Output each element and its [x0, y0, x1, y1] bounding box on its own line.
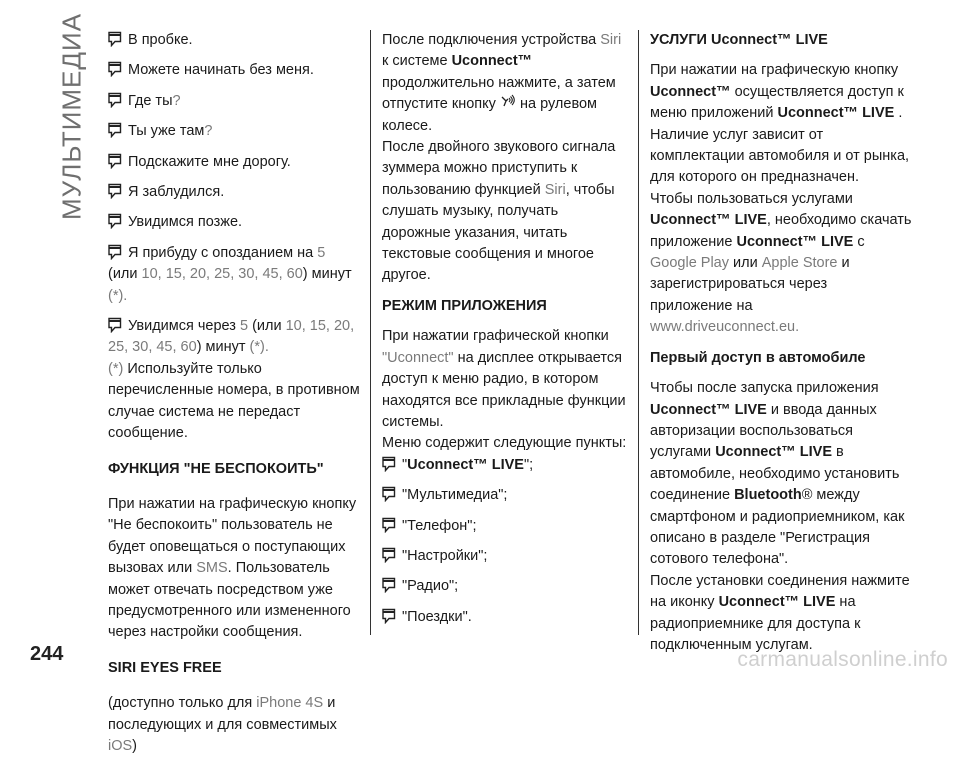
column-3	[650, 30, 912, 656]
website-link: www.driveuconnect.eu.	[650, 319, 800, 336]
menu-list	[382, 485, 628, 628]
message-item: Ты уже там?	[108, 121, 360, 142]
paragraph-first-access: Чтобы после запуска приложения Uconnect™ LIVE и ввода данных авторизации воспользоваться услугами Uconnect™ LIVE в автомобиле, необходимо установить соединение Bluetooth® между смартфоном и радиоприемником, как описано в разделе "Регистрация сотового телефона".	[650, 380, 905, 568]
message-item: Где ты?	[108, 91, 360, 112]
message-item: В пробке.	[108, 30, 360, 51]
paragraph-menu: Меню содержит следующие пункты:	[382, 435, 627, 452]
message-template-icon	[382, 456, 396, 472]
paragraph-siri-connect: После подключения устройства Siri к системе Uconnect™ продолжительно нажмите, а затем отпустите кнопку на рулевом колесе.	[382, 32, 622, 134]
menu-item: "Uconnect™ LIVE";	[382, 455, 628, 476]
message-template-icon	[108, 244, 122, 260]
section-title: МУЛЬТИМЕДИА	[56, 12, 87, 220]
column-divider	[370, 30, 371, 635]
paragraph-siri-use: После двойного звукового сигнала зуммера можно приступить к пользованию функцией Siri, чтобы слушать музыку, получать дорожные указания, читать текстовые сообщения и многое другое.	[382, 139, 616, 284]
column-divider	[638, 30, 639, 635]
message-template-icon	[108, 317, 122, 333]
message-list	[108, 30, 360, 234]
paragraph-app-mode: При нажатии графической кнопки "Uconnect" на дисплее открывается доступ к меню радио, в котором находятся все прикладные функции системы.	[382, 328, 626, 430]
message-template-icon	[382, 547, 396, 563]
message-item: Можете начинать без меня.	[108, 60, 360, 81]
paragraph-services-download: Чтобы пользоваться услугами Uconnect™ LIVE, необходимо скачать приложение Uconnect™ LIVE с Google Play или Apple Store и зарегистрироваться через приложение на www.driveuconnect.eu.	[650, 190, 912, 336]
message-template-icon	[382, 608, 396, 624]
heading-siri: SIRI EYES FREE	[108, 659, 222, 676]
heading-do-not-disturb: ФУНКЦИЯ "НЕ БЕСПОКОИТЬ"	[108, 460, 324, 477]
heading-services: УСЛУГИ Uconnect™ LIVE	[650, 32, 828, 48]
column-1	[108, 30, 360, 757]
paragraph-siri: (доступно только для iPhone 4S и последующих и для совместимых iOS)	[108, 695, 337, 754]
message-template-icon	[108, 213, 122, 229]
paragraph-services-access: При нажатии на графическую кнопку Uconnect™ осуществляется доступ к меню приложений Uconnect™ LIVE .	[650, 62, 904, 122]
paragraph-services-availability: Наличие услуг зависит от комплектации автомобиля и от рынка, для которого он предназначен.	[650, 126, 910, 186]
heading-first-access: Первый доступ в автомобиле	[650, 349, 866, 366]
menu-item: "Мультимедиа";	[382, 485, 628, 506]
message-template-icon	[108, 61, 122, 77]
message-item: Подскажите мне дорогу.	[108, 152, 360, 173]
footnote: (*) Используйте только перечисленные номера, в противном случае система не передаст сообщение.	[108, 360, 360, 442]
paragraph-dnd: При нажатии на графическую кнопку "Не беспокоить" пользователь не будет оповещаться о поступающих вызовах или SMS. Пользователь может отвечать посредством уже предусмотренного или измененного через настройки сообщения.	[108, 495, 357, 641]
message-item: Я прибуду с опозданием на 5 (или 10, 15, 20, 25, 30, 45, 60) минут (*).	[108, 244, 352, 304]
watermark: carmanualsonline.info	[737, 648, 948, 671]
menu-item: "Радио";	[382, 576, 628, 597]
message-template-icon	[108, 122, 122, 138]
message-item: Я заблудился.	[108, 182, 360, 203]
message-template-icon	[382, 577, 396, 593]
menu-item: "Телефон";	[382, 516, 628, 537]
voice-command-icon	[500, 94, 516, 110]
column-2	[382, 30, 628, 628]
message-template-icon	[382, 486, 396, 502]
menu-item: "Настройки";	[382, 546, 628, 567]
message-template-icon	[108, 183, 122, 199]
heading-app-mode: РЕЖИМ ПРИЛОЖЕНИЯ	[382, 297, 547, 314]
page-number: 244	[30, 643, 64, 665]
menu-item: "Поездки".	[382, 607, 628, 628]
message-template-icon	[108, 92, 122, 108]
message-item: Увидимся позже.	[108, 212, 360, 233]
message-template-icon	[108, 31, 122, 47]
message-template-icon	[108, 153, 122, 169]
message-template-icon	[382, 517, 396, 533]
message-item: Увидимся через 5 (или 10, 15, 20, 25, 30, 45, 60) минут (*).	[108, 318, 355, 356]
paragraph-after-connection: После установки соединения нажмите на иконку Uconnect™ LIVE на радиоприемнике для доступа к подключенным услугам.	[650, 572, 910, 653]
